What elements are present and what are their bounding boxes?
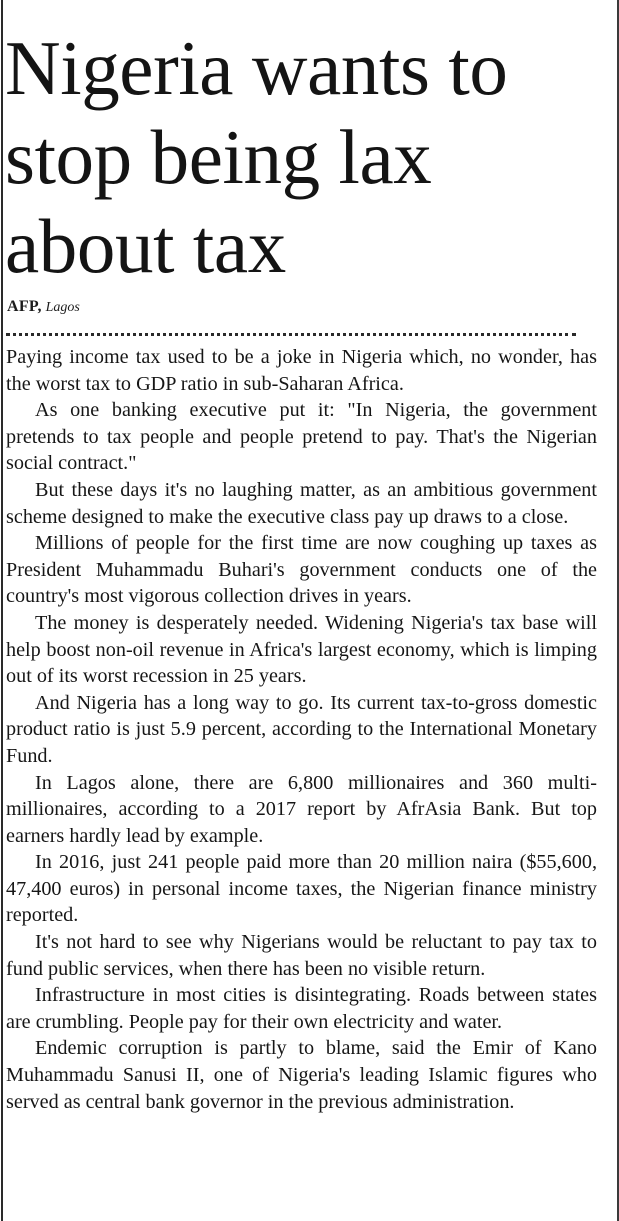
byline bbox=[7, 297, 80, 318]
paragraph: As one banking executive put it: "In Nigeria, the government pretends to tax people and people pretend to pay. That's the Nigerian social contract." bbox=[6, 399, 597, 475]
paragraph: Infrastructure in most cities is disintegrating. Roads between states are crumbling. People pay for their own electricity and water. bbox=[6, 984, 597, 1033]
byline-agency: AFP, bbox=[7, 298, 42, 315]
headline: Nigeria wants to stop being lax about tax bbox=[5, 25, 508, 289]
paragraph: But these days it's no laughing matter, as an ambitious government scheme designed to make the executive class pay up draws to a close. bbox=[6, 478, 597, 528]
column-rule-left bbox=[1, 0, 3, 1221]
paragraph: It's not hard to see why Nigerians would be reluctant to pay tax to fund public services, when there has been no visible return. bbox=[6, 931, 597, 980]
paragraph: Paying income tax used to be a joke in Nigeria which, no wonder, has the worst tax to GDP ratio in sub-Saharan Africa. bbox=[6, 346, 597, 395]
paragraph: And Nigeria has a long way to go. Its current tax-to-gross domestic product ratio is just 5.9 percent, according to the International Monetary Fund. bbox=[6, 691, 597, 767]
article-body bbox=[6, 344, 597, 1115]
dotted-separator bbox=[6, 333, 576, 336]
byline-city: Lagos bbox=[45, 300, 80, 315]
paragraph: In Lagos alone, there are 6,800 millionaires and 360 multi-millionaires, according to a 2017 report by AfrAsia Bank. But top earners hardly lead by example. bbox=[6, 771, 597, 847]
paragraph: The money is desperately needed. Widening Nigeria's tax base will help boost non-oil revenue in Africa's largest economy, which is limping out of its worst recession in 25 years. bbox=[6, 611, 597, 688]
paragraph: In 2016, just 241 people paid more than 20 million naira ($55,600, 47,400 euros) in personal income taxes, the Nigerian finance ministry reported. bbox=[6, 851, 597, 927]
paragraph: Millions of people for the first time are now coughing up taxes as President Muhammadu Buhari's government conducts one of the country's most vigorous collection drives in years. bbox=[6, 532, 597, 608]
paragraph: Endemic corruption is partly to blame, said the Emir of Kano Muhammadu Sanusi II, one of Nigeria's leading Islamic figures who served as central bank governor in the previous administration. bbox=[6, 1037, 597, 1113]
